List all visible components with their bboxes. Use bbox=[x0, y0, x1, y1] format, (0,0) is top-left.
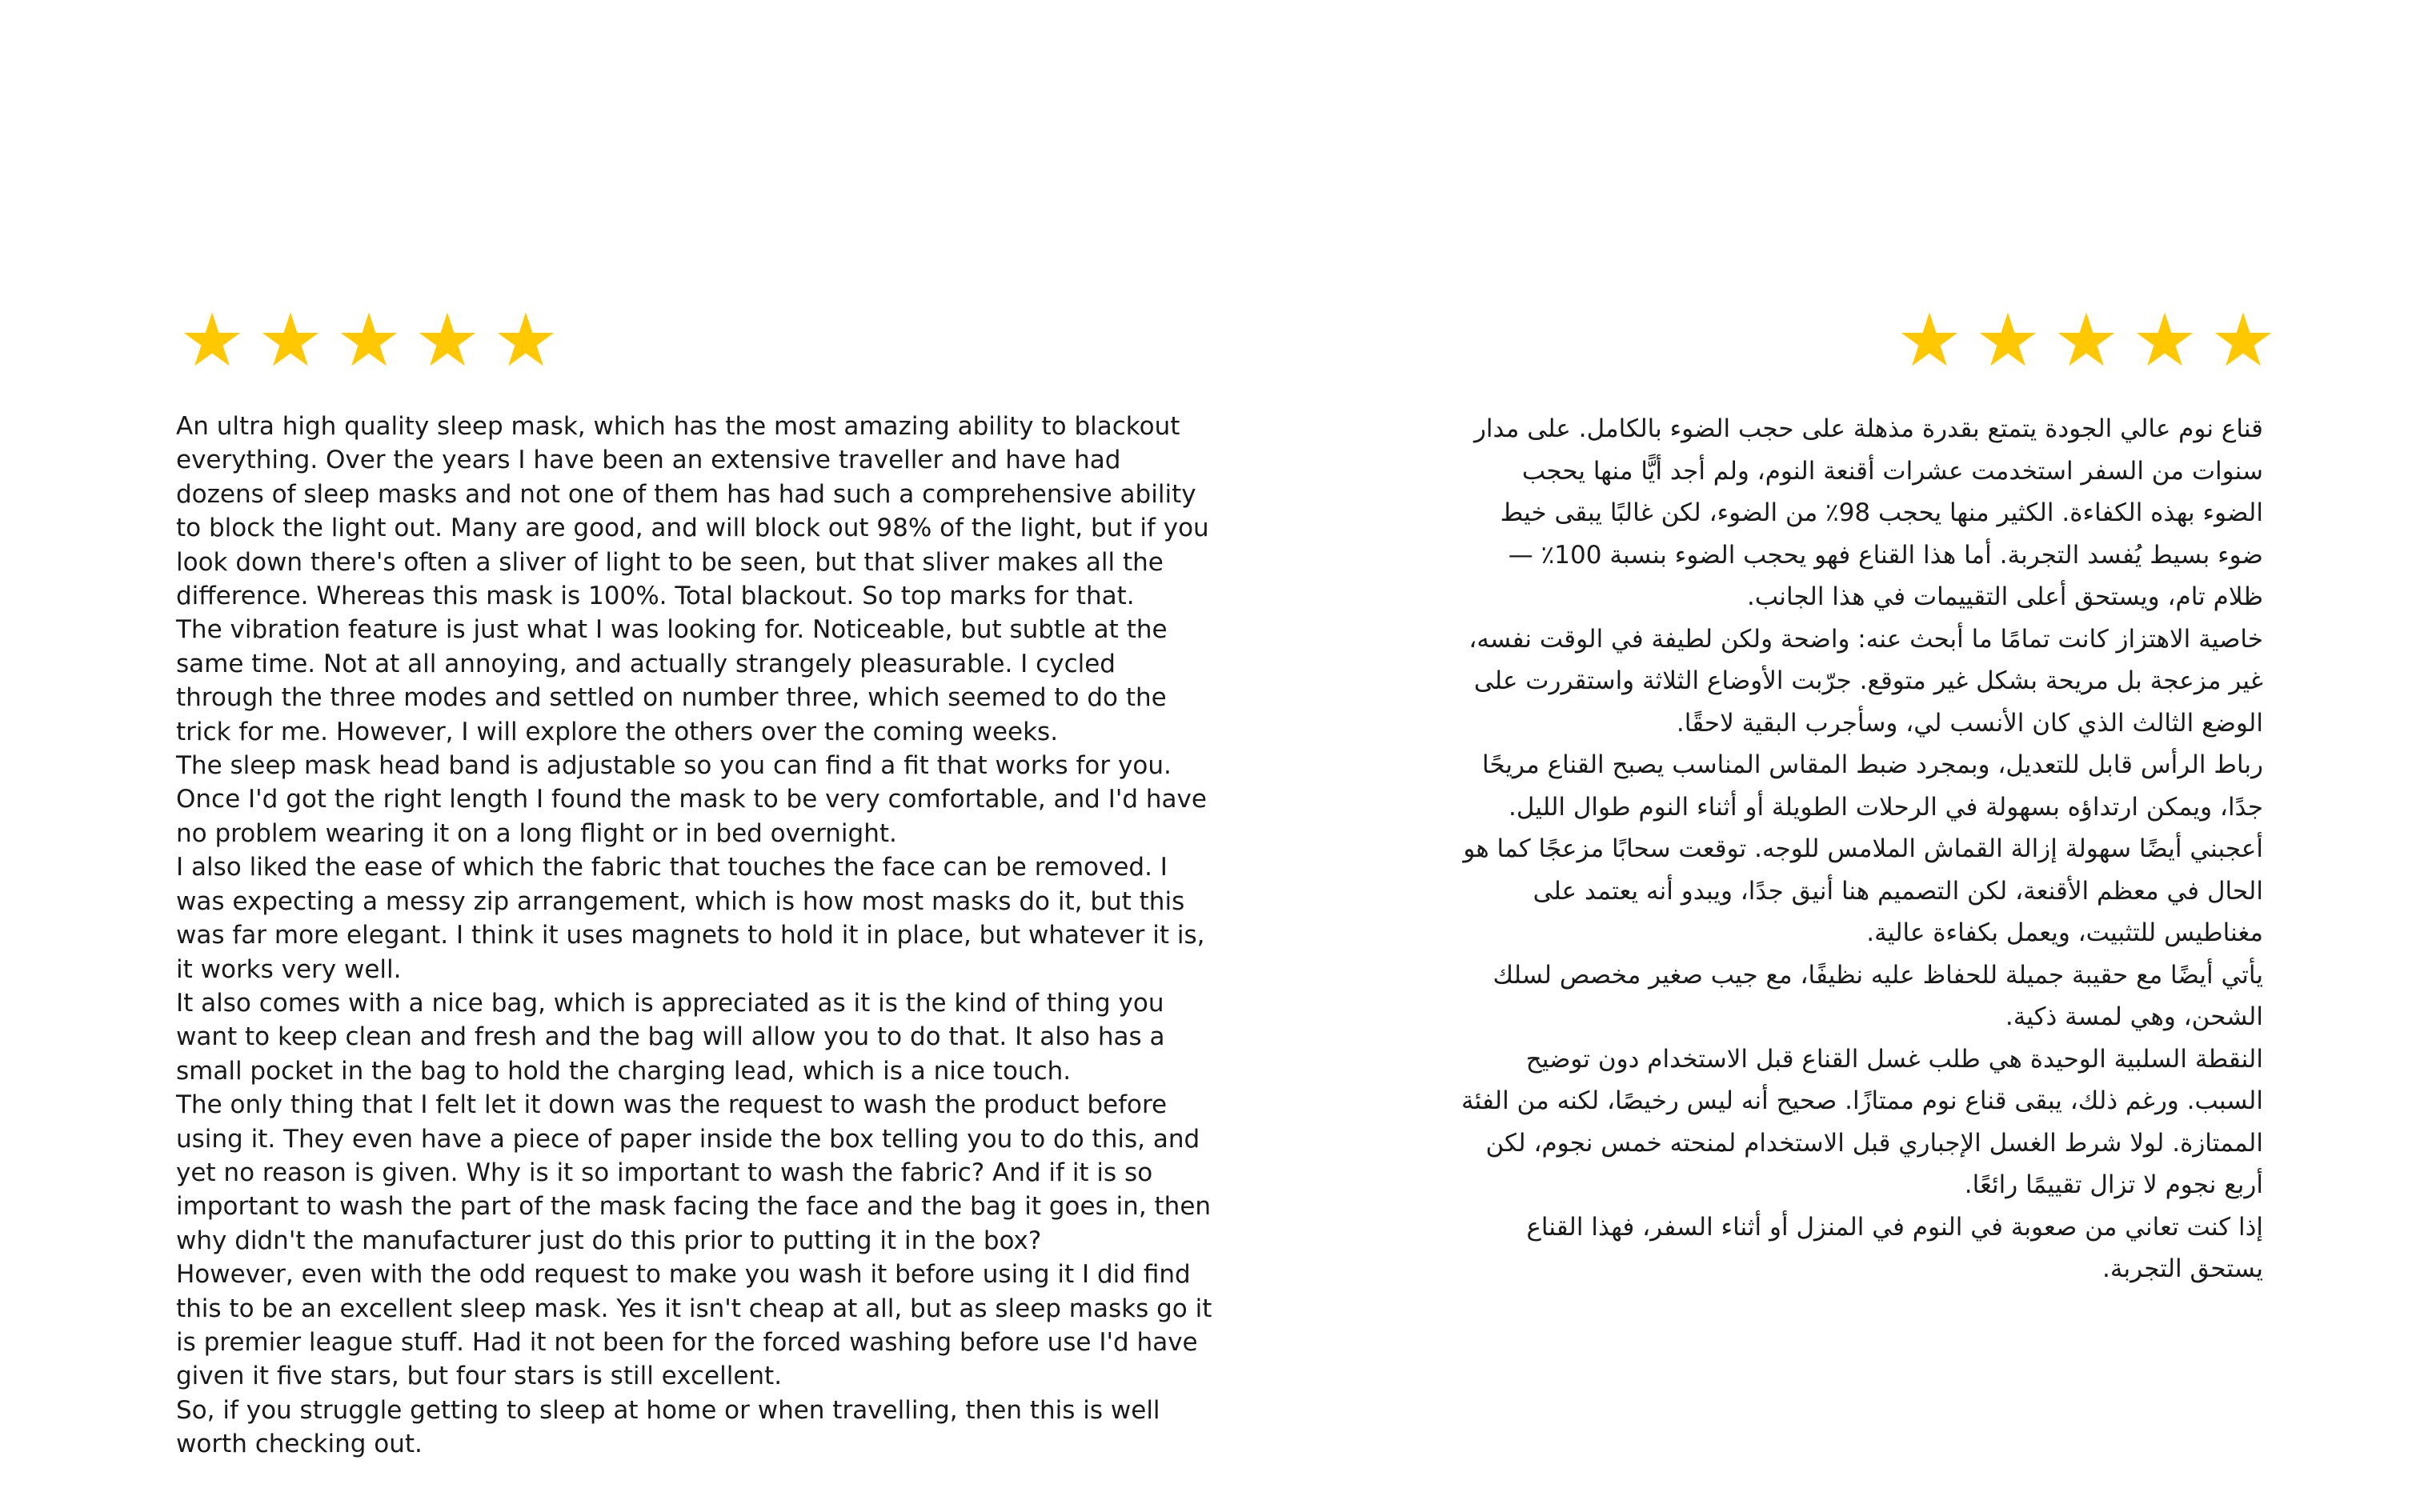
review-paragraph: It also comes with a nice bag, which is appreciated as it is the kind of thing you want to keep clean and fresh and the bag will allow you to do that. It also has a small pocket in the bag to hold the charging lead, which is a nice touch. bbox=[176, 988, 1165, 1086]
star-icon: ★ bbox=[1896, 298, 1963, 383]
star-icon: ★ bbox=[2053, 298, 2120, 383]
star-icon: ★ bbox=[2131, 298, 2198, 383]
review-paragraph: An ultra high quality sleep mask, which has the most amazing ability to blackout everything. Over the years I have been an extensive traveller and have had dozens of sleep masks and not one of them has had such a comprehensive ability to block the light out. Many are good, and will block out 98% of the light, but if you look down there's often a sliver of light to be seen, but that sliver makes all the difference. Whereas this mask is 100%. Total blackout. So top marks for that. bbox=[176, 412, 1209, 611]
review-paragraph: إذا كنت تعاني من صعوبة في النوم في المنزل أو أثناء السفر، فهذا القناع يستحق التجربة. bbox=[1526, 1212, 2263, 1283]
star-icon: ★ bbox=[1974, 298, 2041, 383]
review-paragraph: So, if you struggle getting to sleep at home or when travelling, then this is well worth checking out. bbox=[176, 1395, 1160, 1459]
review-paragraph: رباط الرأس قابل للتعديل، وبمجرد ضبط المقاس المناسب يصبح القناع مريحًا جدًا، ويمكن ارتداؤه بسهولة في الرحلات الطويلة أو أثناء النوم طوال الليل. bbox=[1481, 750, 2263, 822]
arabic-review-rating bbox=[1892, 298, 2281, 383]
star-icon: ★ bbox=[2210, 298, 2277, 383]
english-review-body bbox=[176, 410, 1216, 1462]
star-icon: ★ bbox=[492, 298, 559, 383]
star-icon: ★ bbox=[178, 298, 246, 383]
review-paragraph: The only thing that I felt let it down was the request to wash the product before using it. They even have a piece of paper inside the box telling you to do this, and yet no reason is given. Why is it so important to wash the fabric? And if it is so important to wash the part of the mask facing the face and the bag it goes in, then why didn't the manufacturer just do this prior to putting it in the box? bbox=[176, 1090, 1212, 1255]
star-icon: ★ bbox=[414, 298, 481, 383]
review-paragraph: أعجبني أيضًا سهولة إزالة القماش الملامس للوجه. توقعت سحابًا مزعجًا كما هو الحال في معظم الأقنعة، لكن التصميم هنا أنيق جدًا، ويبدو أنه يعتمد على مغناطيس للتثبيت، ويعمل بكفاءة عالية. bbox=[1463, 834, 2263, 947]
english-review-rating bbox=[174, 298, 563, 383]
review-paragraph: النقطة السلبية الوحيدة هي طلب غسل القناع قبل الاستخدام دون توضيح السبب. ورغم ذلك، يبقى قناع نوم ممتازًا. صحيح أنه ليس رخيصًا، لكنه من الفئة الممتازة. لولا شرط الغسل الإجباري قبل الاستخدام لمنحته خمس نجوم، لكن أربع نجوم لا تزال تقييمًا رائعًا. bbox=[1460, 1044, 2263, 1199]
review-paragraph: يأتي أيضًا مع حقيبة جميلة للحفاظ عليه نظيفًا، مع جيب صغير مخصص لسلك الشحن، وهي لمسة ذكية. bbox=[1492, 960, 2263, 1031]
star-icon: ★ bbox=[335, 298, 403, 383]
review-paragraph: The vibration feature is just what I was looking for. Noticeable, but subtle at the same time. Not at all annoying, and actually strangely pleasurable. I cycled through the three modes and settled on number three, which seemed to do the trick for me. However, I will explore the others over the coming weeks. bbox=[176, 615, 1168, 746]
review-paragraph: قناع نوم عالي الجودة يتمتع بقدرة مذهلة على حجب الضوء بالكامل. على مدار سنوات من السفر استخدمت عشرات أقنعة النوم، ولم أجد أيًّا منها يحجب الضوء بهذه الكفاءة. الكثير منها يحجب 98٪ من الضوء، لكن غالبًا يبقى خيط ضوء بسيط يُفسد التجربة. أما هذا القناع فهو يحجب الضوء بنسبة 100٪ — ظلام تام، ويستحق أعلى التقييمات في هذا الجانب. bbox=[1473, 414, 2263, 611]
review-paragraph: خاصية الاهتزاز كانت تمامًا ما أبحث عنه: واضحة ولكن لطيفة في الوقت نفسه، غير مزعجة بل مريحة بشكل غير متوقع. جرّبت الأوضاع الثلاثة واستقررت على الوضع الثالث الذي كان الأنسب لي، وسأجرب البقية لاحقًا. bbox=[1468, 624, 2263, 738]
review-paragraph: I also liked the ease of which the fabric that touches the face can be removed. I was expecting a messy zip arrangement, which is how most masks do it, but this was far more elegant. I think it uses magnets to hold it in place, but whatever it is, it works very well. bbox=[176, 853, 1205, 984]
review-paragraph: The sleep mask head band is adjustable so you can find a fit that works for you. Once I'd got the right length I found the mask to be very comfortable, and I'd have no problem wearing it on a long flight or in bed overnight. bbox=[176, 751, 1207, 848]
review-paragraph: However, even with the odd request to make you wash it before using it I did find this to be an excellent sleep mask. Yes it isn't cheap at all, but as sleep masks go it is premier league stuff. Had it not been for the forced washing before use I'd have given it five stars, but four stars is still excellent. bbox=[176, 1260, 1212, 1391]
star-icon: ★ bbox=[257, 298, 324, 383]
arabic-review-body bbox=[1458, 408, 2263, 1290]
